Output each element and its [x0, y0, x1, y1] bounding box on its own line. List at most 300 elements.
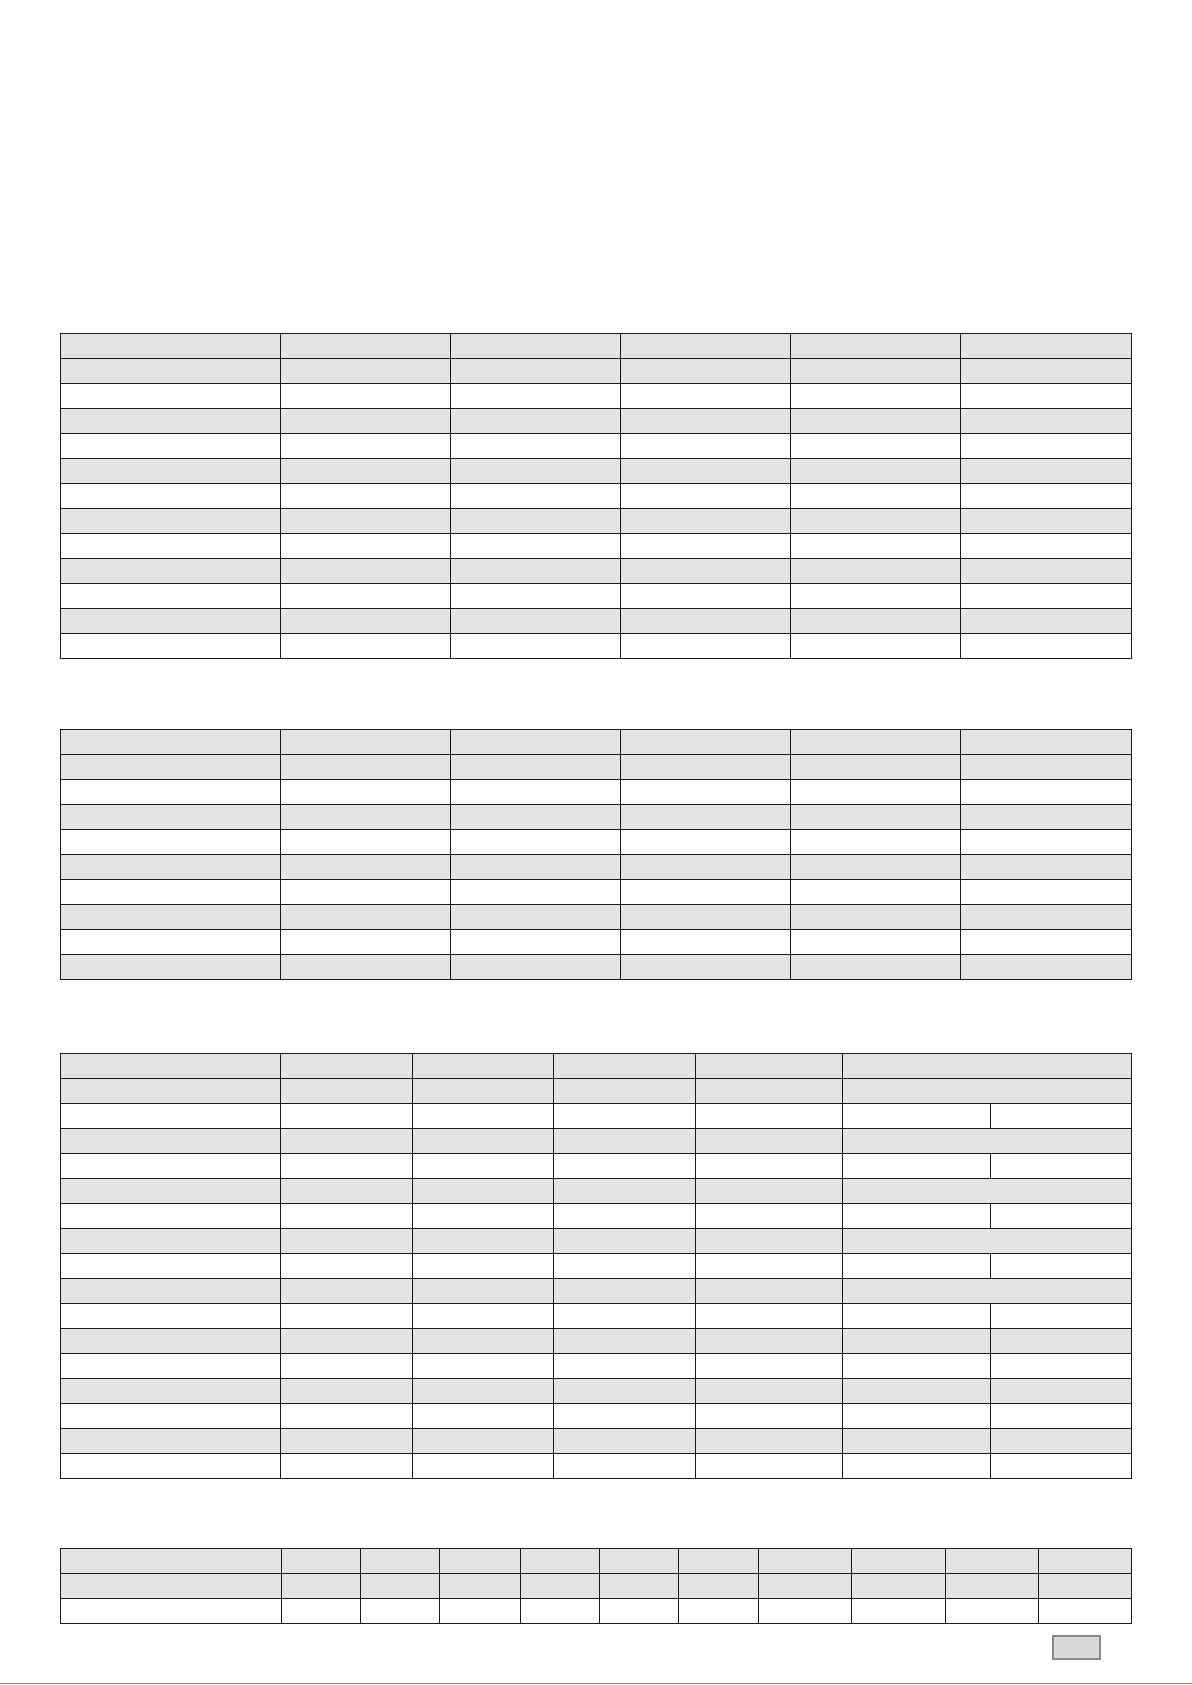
table-cell: [61, 334, 281, 359]
table-cell: [791, 534, 961, 559]
table-row: [61, 755, 1132, 780]
table-cell: [621, 484, 791, 509]
table-row: [61, 409, 1132, 434]
table-cell: [843, 1204, 991, 1229]
table-cell: [61, 634, 281, 659]
table-cell: [61, 880, 281, 905]
table-row: [61, 1304, 1132, 1329]
table-cell: [961, 830, 1132, 855]
table-cell: [791, 559, 961, 584]
table-cell: [451, 730, 621, 755]
table-cell: [61, 459, 281, 484]
table-cell: [991, 1404, 1132, 1429]
table-cell: [281, 1429, 413, 1454]
table-row: [61, 384, 1132, 409]
table-cell: [554, 1379, 696, 1404]
table-cell: [1039, 1599, 1132, 1624]
table-cell: [554, 1329, 696, 1354]
table-cell: [843, 1329, 991, 1354]
table-row: [61, 1599, 1132, 1624]
table-cell: [791, 830, 961, 855]
table-cell: [282, 1549, 361, 1574]
table-cell: [621, 584, 791, 609]
table-cell: [451, 559, 621, 584]
table-cell: [61, 1379, 281, 1404]
table-cell: [521, 1574, 600, 1599]
table-cell: [696, 1154, 843, 1179]
table-cell: [61, 1304, 281, 1329]
table-cell: [281, 459, 451, 484]
table-cell: [451, 905, 621, 930]
table-cell: [679, 1549, 759, 1574]
table-cell: [281, 855, 451, 880]
table-cell: [413, 1179, 554, 1204]
table-cell: [61, 1179, 281, 1204]
table-cell: [621, 755, 791, 780]
table-cell: [961, 780, 1132, 805]
table-cell: [961, 905, 1132, 930]
table-cell: [791, 880, 961, 905]
table-cell: [961, 855, 1132, 880]
data-table-2: [60, 729, 1132, 980]
data-table-4: [60, 1548, 1132, 1624]
table-cell: [281, 1129, 413, 1154]
table-cell: [451, 484, 621, 509]
table-cell: [451, 780, 621, 805]
table-cell: [281, 805, 451, 830]
table-cell: [554, 1279, 696, 1304]
table-cell: [843, 1379, 991, 1404]
table-cell: [61, 1079, 281, 1104]
table-cell: [946, 1549, 1039, 1574]
table-cell: [281, 1054, 413, 1079]
table-cell: [281, 1179, 413, 1204]
table-row: [61, 1154, 1132, 1179]
table-row: [61, 1079, 1132, 1104]
table-row: [61, 1549, 1132, 1574]
table-row: [61, 905, 1132, 930]
table-cell: [61, 484, 281, 509]
table-cell: [361, 1574, 440, 1599]
data-table-1: [60, 333, 1132, 659]
table-cell: [961, 534, 1132, 559]
table-cell: [61, 1254, 281, 1279]
table-cell: [696, 1404, 843, 1429]
table-cell: [554, 1354, 696, 1379]
table-cell: [61, 1404, 281, 1429]
table-cell: [961, 955, 1132, 980]
table-cell: [791, 805, 961, 830]
table-cell: [281, 1304, 413, 1329]
table-cell: [843, 1129, 1132, 1154]
table-cell: [451, 855, 621, 880]
table-cell: [946, 1599, 1039, 1624]
table-cell: [281, 534, 451, 559]
table-cell: [791, 509, 961, 534]
table-cell: [791, 755, 961, 780]
table-cell: [621, 434, 791, 459]
table-cell: [843, 1254, 991, 1279]
table-cell: [621, 459, 791, 484]
table-row: [61, 930, 1132, 955]
table-row: [61, 880, 1132, 905]
table-cell: [281, 509, 451, 534]
table-cell: [621, 855, 791, 880]
table-row: [61, 1379, 1132, 1404]
table-cell: [361, 1599, 440, 1624]
table-cell: [554, 1429, 696, 1454]
table-row: [61, 1429, 1132, 1454]
table-row: [61, 1404, 1132, 1429]
table-row: [61, 855, 1132, 880]
table-cell: [440, 1599, 521, 1624]
table-cell: [791, 780, 961, 805]
table-cell: [413, 1454, 554, 1479]
table-cell: [281, 1079, 413, 1104]
table-cell: [521, 1549, 600, 1574]
table-cell: [413, 1279, 554, 1304]
table-cell: [1039, 1549, 1132, 1574]
table-cell: [554, 1204, 696, 1229]
table-cell: [451, 805, 621, 830]
table-cell: [843, 1054, 1132, 1079]
table-cell: [554, 1154, 696, 1179]
table-cell: [791, 955, 961, 980]
table-cell: [451, 509, 621, 534]
table-cell: [61, 1229, 281, 1254]
table-cell: [281, 1229, 413, 1254]
table-cell: [554, 1454, 696, 1479]
table-cell: [61, 509, 281, 534]
table-cell: [791, 359, 961, 384]
table-cell: [621, 509, 791, 534]
table-cell: [843, 1354, 991, 1379]
table-cell: [961, 634, 1132, 659]
table-cell: [621, 334, 791, 359]
table-row: [61, 1574, 1132, 1599]
table-row: [61, 334, 1132, 359]
table-cell: [281, 830, 451, 855]
table-cell: [61, 1549, 282, 1574]
table-cell: [61, 930, 281, 955]
table-cell: [961, 334, 1132, 359]
table-row: [61, 434, 1132, 459]
table-cell: [961, 409, 1132, 434]
table-cell: [600, 1549, 679, 1574]
table-row: [61, 830, 1132, 855]
table-cell: [413, 1154, 554, 1179]
table-cell: [600, 1574, 679, 1599]
table-cell: [61, 1129, 281, 1154]
table-cell: [696, 1279, 843, 1304]
table-cell: [413, 1229, 554, 1254]
table-cell: [621, 780, 791, 805]
table-cell: [843, 1079, 1132, 1104]
table-cell: [61, 359, 281, 384]
table-cell: [281, 584, 451, 609]
table-cell: [281, 880, 451, 905]
table-cell: [991, 1354, 1132, 1379]
table-cell: [413, 1254, 554, 1279]
table-cell: [451, 359, 621, 384]
table-cell: [791, 384, 961, 409]
table-cell: [600, 1599, 679, 1624]
table-cell: [281, 1329, 413, 1354]
table-cell: [696, 1329, 843, 1354]
table-cell: [991, 1204, 1132, 1229]
table-cell: [440, 1574, 521, 1599]
table-cell: [621, 359, 791, 384]
table-cell: [281, 484, 451, 509]
table-cell: [281, 559, 451, 584]
table-cell: [61, 1429, 281, 1454]
table-row: [61, 730, 1132, 755]
table-cell: [621, 634, 791, 659]
table-cell: [554, 1104, 696, 1129]
table-cell: [621, 805, 791, 830]
table-cell: [621, 534, 791, 559]
table-cell: [843, 1429, 991, 1454]
table-cell: [621, 384, 791, 409]
table-cell: [451, 334, 621, 359]
table-cell: [413, 1404, 554, 1429]
table-cell: [61, 1329, 281, 1354]
table-cell: [961, 559, 1132, 584]
table-cell: [521, 1599, 600, 1624]
table-row: [61, 1179, 1132, 1204]
table-row: [61, 359, 1132, 384]
table-cell: [991, 1329, 1132, 1354]
table-cell: [281, 730, 451, 755]
table-cell: [281, 755, 451, 780]
table-cell: [696, 1104, 843, 1129]
table-cell: [61, 1354, 281, 1379]
table-cell: [696, 1379, 843, 1404]
table-row: [61, 1254, 1132, 1279]
table-cell: [61, 855, 281, 880]
page-number-box: [1052, 1635, 1101, 1660]
table-cell: [961, 384, 1132, 409]
table-cell: [991, 1104, 1132, 1129]
table-cell: [961, 584, 1132, 609]
table-cell: [621, 955, 791, 980]
table-cell: [991, 1429, 1132, 1454]
table-cell: [61, 955, 281, 980]
table-cell: [413, 1379, 554, 1404]
table-cell: [61, 1204, 281, 1229]
table-cell: [791, 434, 961, 459]
table-cell: [791, 459, 961, 484]
table-cell: [621, 559, 791, 584]
table-row: [61, 584, 1132, 609]
table-cell: [696, 1454, 843, 1479]
table-cell: [696, 1129, 843, 1154]
table-cell: [1039, 1574, 1132, 1599]
table-cell: [281, 1354, 413, 1379]
table-cell: [413, 1429, 554, 1454]
table-cell: [282, 1599, 361, 1624]
table-cell: [791, 930, 961, 955]
table-cell: [946, 1574, 1039, 1599]
table-cell: [61, 609, 281, 634]
table-cell: [791, 855, 961, 880]
table-cell: [61, 534, 281, 559]
table-cell: [843, 1404, 991, 1429]
table-cell: [413, 1329, 554, 1354]
table-cell: [451, 634, 621, 659]
table-cell: [554, 1304, 696, 1329]
table-cell: [791, 409, 961, 434]
table-cell: [281, 930, 451, 955]
table-cell: [281, 609, 451, 634]
table-cell: [281, 1154, 413, 1179]
table-cell: [843, 1229, 1132, 1254]
table-cell: [991, 1154, 1132, 1179]
table-cell: [451, 880, 621, 905]
table-cell: [554, 1179, 696, 1204]
table-cell: [61, 1104, 281, 1129]
table-cell: [281, 1104, 413, 1129]
table-cell: [413, 1054, 554, 1079]
table-cell: [451, 830, 621, 855]
table-cell: [961, 805, 1132, 830]
table-row: [61, 634, 1132, 659]
table-cell: [696, 1304, 843, 1329]
table-cell: [61, 384, 281, 409]
table-cell: [554, 1054, 696, 1079]
table-cell: [621, 905, 791, 930]
table-cell: [961, 359, 1132, 384]
table-cell: [451, 930, 621, 955]
table-cell: [281, 634, 451, 659]
table-cell: [281, 359, 451, 384]
table-cell: [413, 1129, 554, 1154]
table-cell: [554, 1404, 696, 1429]
table-cell: [696, 1229, 843, 1254]
table-cell: [696, 1254, 843, 1279]
table-cell: [554, 1229, 696, 1254]
table-cell: [61, 1574, 282, 1599]
table-cell: [791, 484, 961, 509]
table-cell: [554, 1129, 696, 1154]
table-row: [61, 484, 1132, 509]
table-cell: [451, 755, 621, 780]
table-cell: [843, 1279, 1132, 1304]
table-cell: [621, 930, 791, 955]
table-cell: [61, 730, 281, 755]
table-cell: [852, 1599, 946, 1624]
table-cell: [852, 1549, 946, 1574]
table-cell: [281, 1279, 413, 1304]
table-row: [61, 1354, 1132, 1379]
table-row: [61, 1229, 1132, 1254]
table-cell: [961, 484, 1132, 509]
table-cell: [413, 1204, 554, 1229]
table-cell: [451, 384, 621, 409]
table-cell: [413, 1304, 554, 1329]
table-row: [61, 780, 1132, 805]
table-cell: [843, 1154, 991, 1179]
table-cell: [61, 1054, 281, 1079]
data-table-3: [60, 1053, 1132, 1479]
table-cell: [961, 755, 1132, 780]
table-row: [61, 1104, 1132, 1129]
table-cell: [991, 1379, 1132, 1404]
table-cell: [843, 1454, 991, 1479]
table-cell: [961, 730, 1132, 755]
table-cell: [451, 609, 621, 634]
table-row: [61, 1129, 1132, 1154]
table-cell: [791, 609, 961, 634]
table-cell: [554, 1254, 696, 1279]
table-cell: [791, 584, 961, 609]
table-cell: [843, 1179, 1132, 1204]
table-cell: [451, 434, 621, 459]
table-cell: [281, 434, 451, 459]
table-cell: [413, 1079, 554, 1104]
table-cell: [281, 905, 451, 930]
table-cell: [696, 1054, 843, 1079]
table-cell: [961, 880, 1132, 905]
table-cell: [61, 1454, 281, 1479]
table-cell: [759, 1549, 852, 1574]
table-row: [61, 955, 1132, 980]
table-cell: [281, 1379, 413, 1404]
table-cell: [451, 534, 621, 559]
table-cell: [621, 830, 791, 855]
table-cell: [61, 409, 281, 434]
table-cell: [413, 1104, 554, 1129]
table-row: [61, 1454, 1132, 1479]
table-cell: [281, 384, 451, 409]
table-cell: [61, 1279, 281, 1304]
table-cell: [440, 1549, 521, 1574]
table-cell: [791, 334, 961, 359]
footer-divider: [0, 1683, 1192, 1684]
table-row: [61, 805, 1132, 830]
table-cell: [961, 459, 1132, 484]
table-cell: [281, 780, 451, 805]
table-cell: [451, 584, 621, 609]
table-cell: [413, 1354, 554, 1379]
table-row: [61, 459, 1132, 484]
table-cell: [621, 880, 791, 905]
table-cell: [791, 905, 961, 930]
table-cell: [791, 634, 961, 659]
table-cell: [759, 1574, 852, 1599]
table-cell: [621, 609, 791, 634]
table-row: [61, 1054, 1132, 1079]
table-cell: [361, 1549, 440, 1574]
table-cell: [281, 1204, 413, 1229]
table-cell: [961, 509, 1132, 534]
table-row: [61, 609, 1132, 634]
table-cell: [621, 730, 791, 755]
table-cell: [991, 1454, 1132, 1479]
table-row: [61, 534, 1132, 559]
table-cell: [759, 1599, 852, 1624]
table-cell: [961, 434, 1132, 459]
table-cell: [282, 1574, 361, 1599]
table-cell: [961, 930, 1132, 955]
table-cell: [281, 1254, 413, 1279]
table-row: [61, 1204, 1132, 1229]
table-cell: [61, 559, 281, 584]
table-cell: [61, 434, 281, 459]
table-cell: [281, 334, 451, 359]
table-cell: [696, 1179, 843, 1204]
table-row: [61, 1329, 1132, 1354]
